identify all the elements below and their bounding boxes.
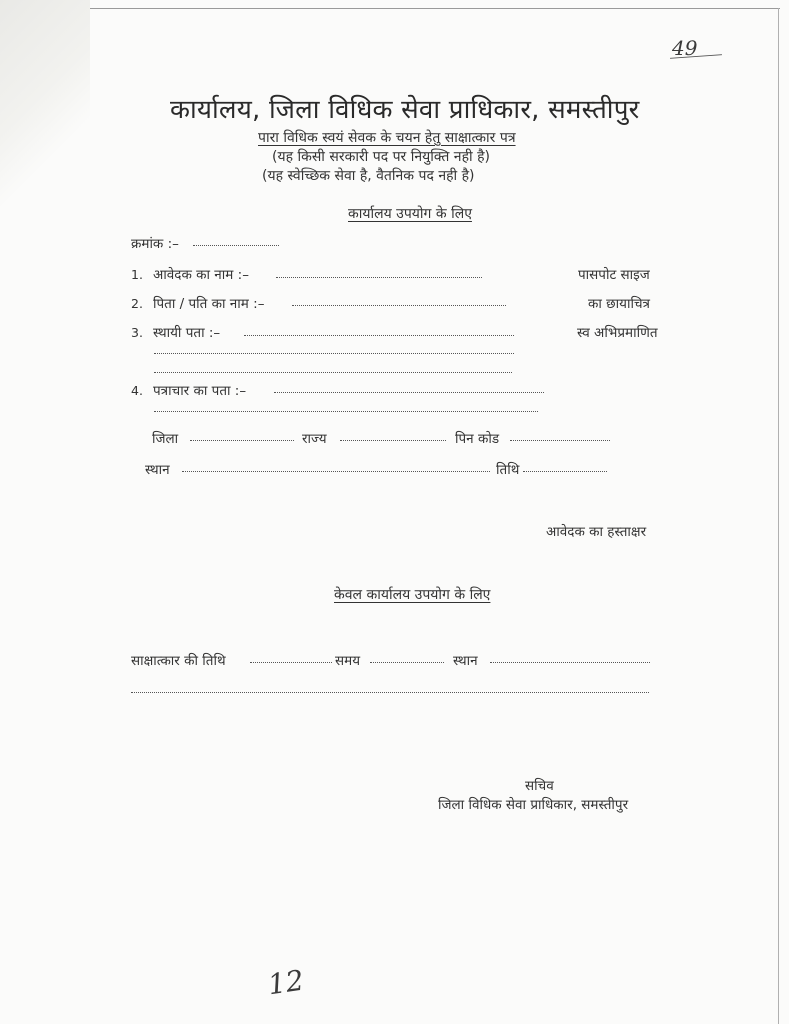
field-number: 2. [131, 296, 143, 311]
field-number: 4. [131, 383, 143, 398]
interview-time-field[interactable] [370, 662, 444, 663]
correspondence-address-field-line2[interactable] [154, 411, 538, 412]
date-field[interactable] [523, 471, 607, 472]
photo-label: का छायाचित्र [588, 296, 650, 312]
state-field[interactable] [340, 440, 446, 441]
serial-number-label: क्रमांक :– [131, 236, 179, 252]
pincode-label: पिन कोड [455, 431, 500, 447]
note-not-govt-post: (यह किसी सरकारी पद पर नियुक्ति नही है) [272, 149, 490, 165]
state-label: राज्य [302, 431, 327, 447]
interview-date-field[interactable] [250, 662, 332, 663]
office-only-heading: केवल कार्यालय उपयोग के लिए [334, 587, 491, 603]
place-field[interactable] [182, 471, 490, 472]
interview-time-label: समय [335, 653, 361, 669]
field-number: 3. [131, 325, 143, 340]
handwritten-page-number: 49 [672, 36, 698, 60]
note-voluntary-service: (यह स्वेच्छिक सेवा है, वैतनिक पद नही है) [262, 168, 475, 184]
father-husband-name-label: पिता / पति का नाम :– [153, 296, 265, 312]
correspondence-address-label: पत्राचार का पता :– [153, 383, 247, 399]
interview-place-label: स्थान [453, 653, 478, 669]
page-top-edge [90, 8, 780, 9]
district-field[interactable] [190, 440, 294, 441]
page-right-edge [778, 8, 779, 1024]
interview-place-field[interactable] [490, 662, 650, 663]
pincode-field[interactable] [510, 440, 610, 441]
permanent-address-field[interactable] [244, 335, 514, 336]
scan-shadow [0, 0, 90, 210]
photo-passport-size: पासपोट साइज [578, 267, 650, 283]
date-label: तिथि [496, 462, 520, 478]
father-husband-name-field[interactable] [292, 305, 506, 306]
correspondence-address-field[interactable] [274, 392, 544, 393]
place-label: स्थान [145, 462, 170, 478]
photo-self-attested: स्व अभिप्रमाणित [577, 325, 658, 341]
district-label: जिला [152, 431, 179, 447]
interview-remarks-field[interactable] [131, 692, 649, 693]
applicant-signature-label: आवेदक का हस्ताक्षर [546, 524, 647, 540]
secretary-designation: सचिव [525, 778, 554, 794]
permanent-address-field-line3[interactable] [154, 372, 512, 373]
serial-number-field[interactable] [193, 245, 279, 246]
handwritten-mark: 12 [265, 963, 306, 1002]
office-use-heading: कार्यालय उपयोग के लिए [348, 206, 472, 222]
field-number: 1. [131, 267, 143, 282]
applicant-name-field[interactable] [276, 277, 482, 278]
interview-date-label: साक्षात्कार की तिथि [131, 653, 226, 669]
permanent-address-field-line2[interactable] [154, 353, 514, 354]
permanent-address-label: स्थायी पता :– [153, 325, 221, 341]
applicant-name-label: आवेदक का नाम :– [153, 267, 249, 283]
form-subtitle: पारा विधिक स्वयं सेवक के चयन हेतु साक्षात्कार पत्र [258, 130, 516, 146]
secretary-office: जिला विधिक सेवा प्राधिकार, समस्तीपुर [438, 797, 629, 813]
office-title: कार्यालय, जिला विधिक सेवा प्राधिकार, समस्तीपुर [170, 95, 640, 125]
